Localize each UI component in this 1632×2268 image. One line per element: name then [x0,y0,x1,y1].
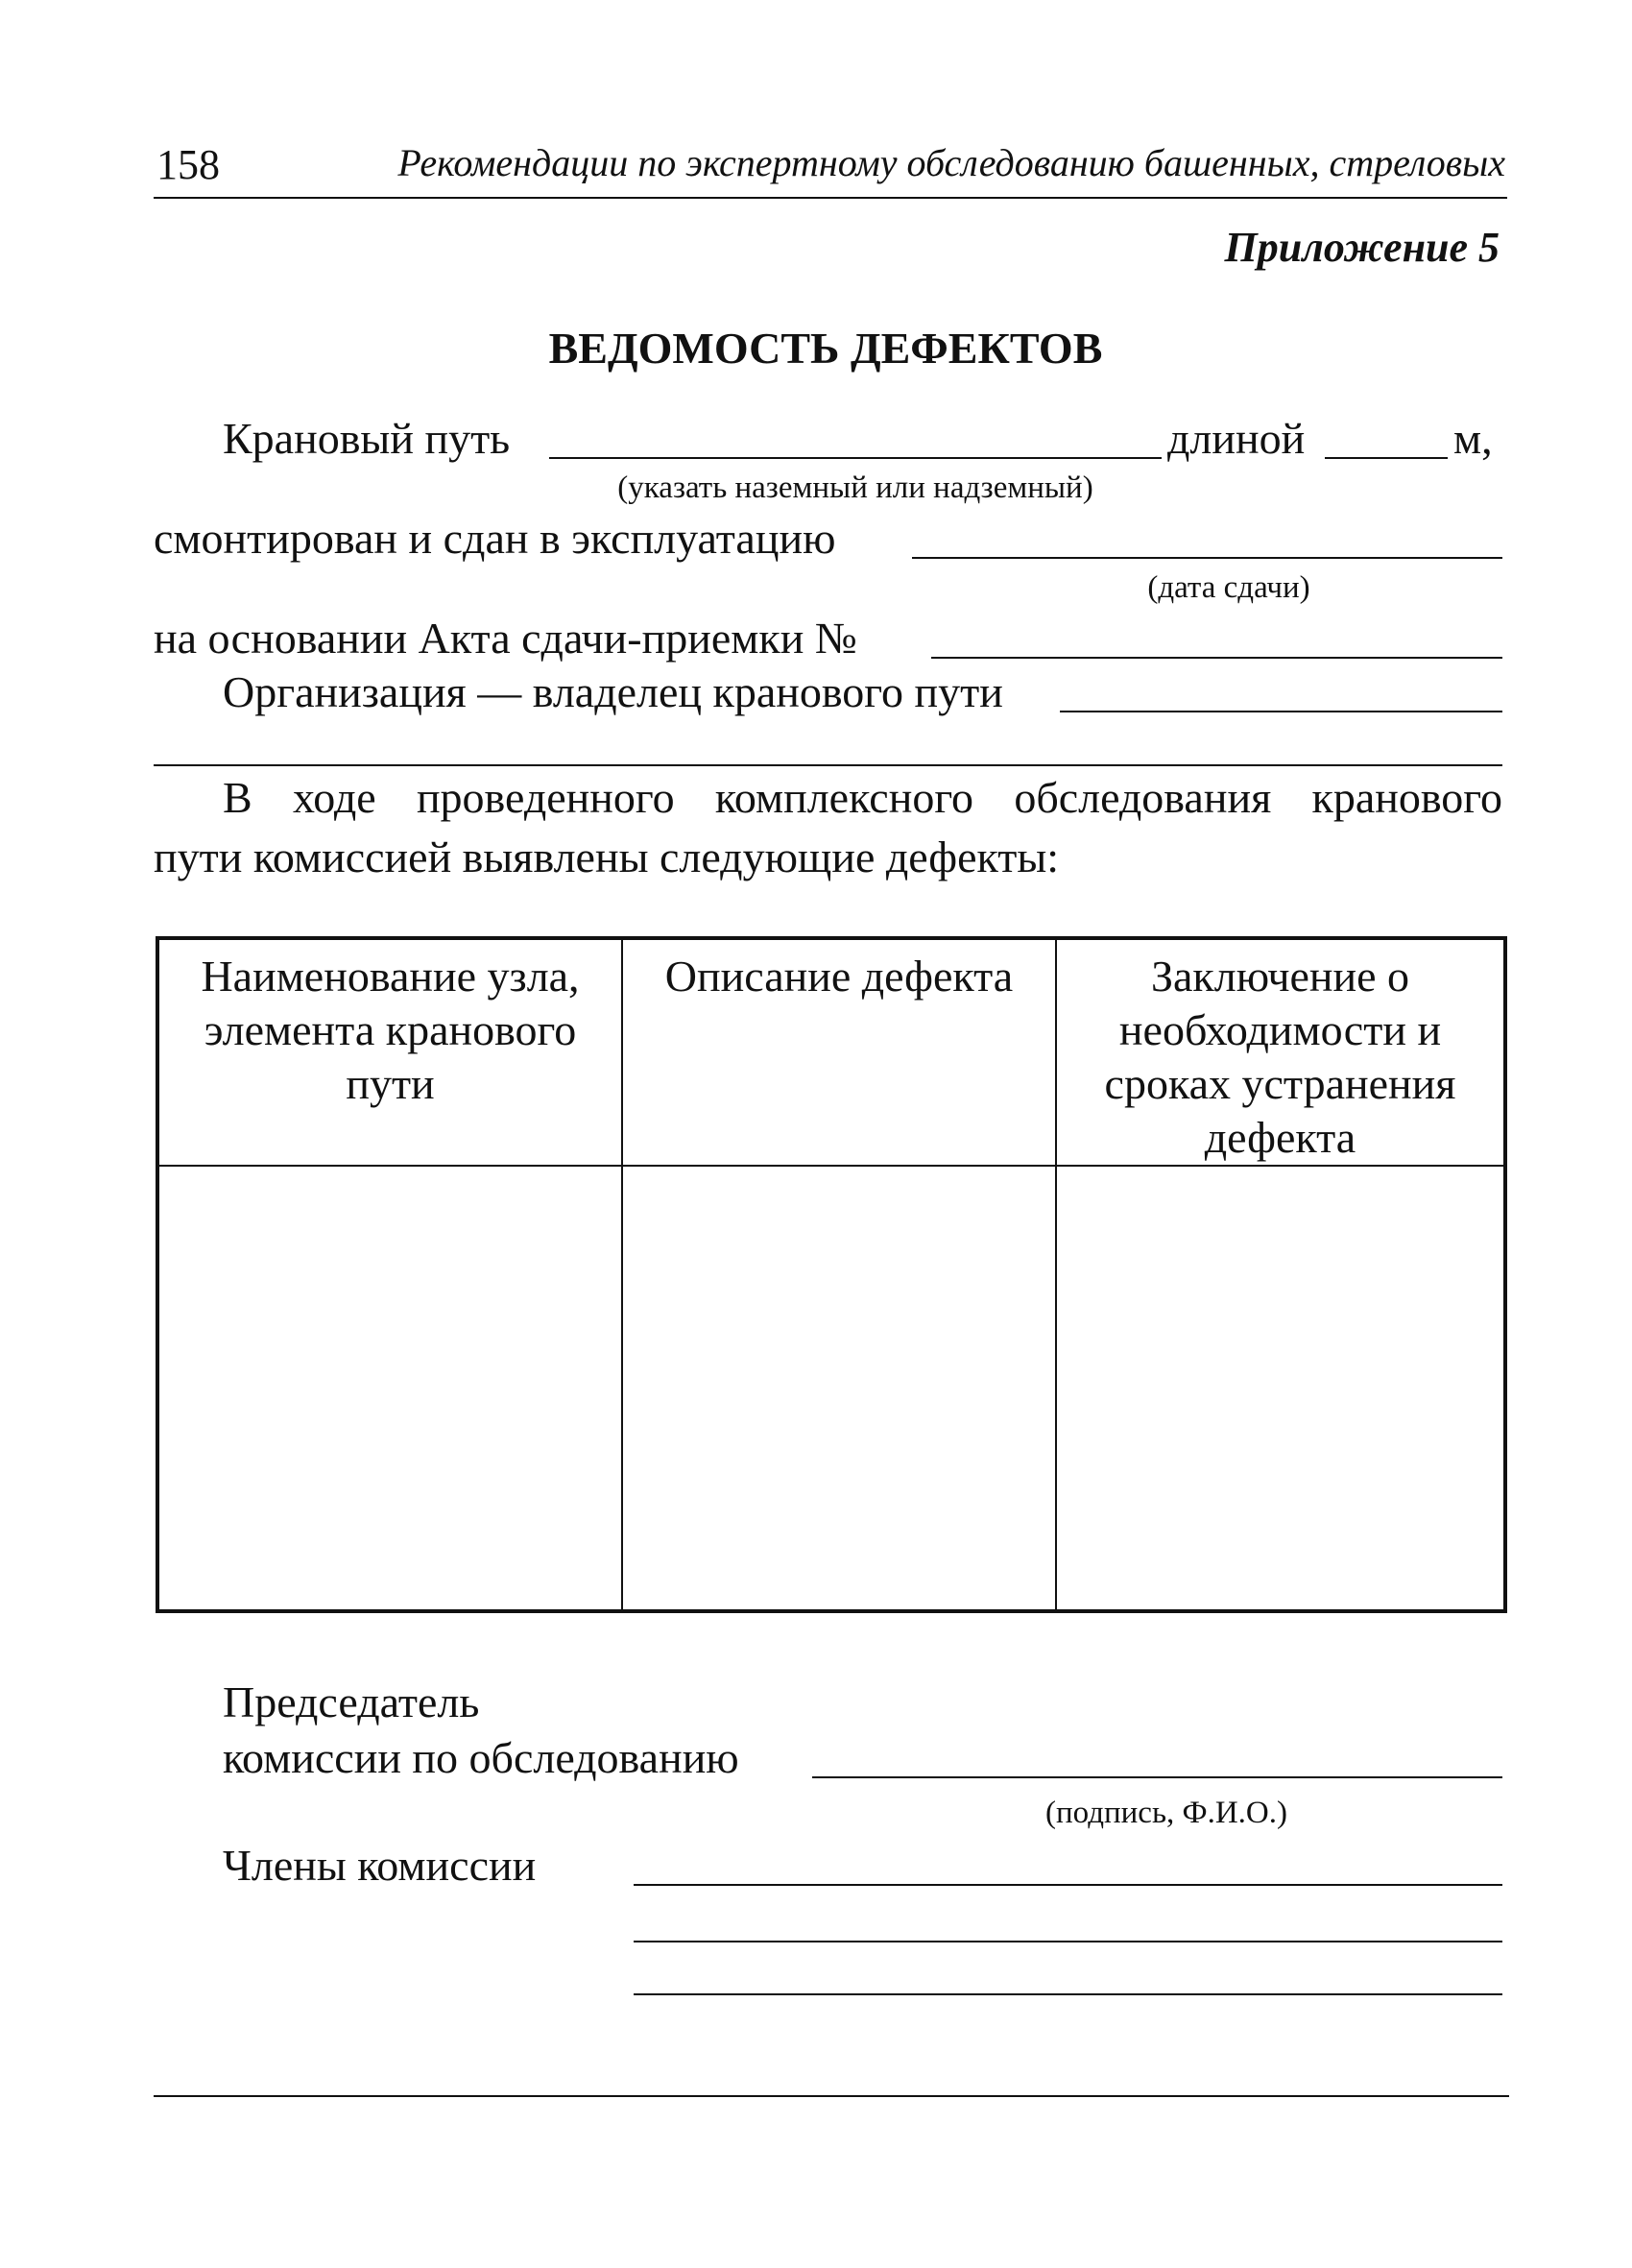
length-label: длиной [1167,414,1306,463]
page-number: 158 [156,141,220,188]
owner-field-continued[interactable] [154,764,1502,766]
header-unit-name: Наименование узла, элемента кранового пути [157,938,622,1166]
crane-track-type-hint: (указать наземный или надземный) [617,470,1093,505]
bottom-rule [154,2095,1509,2097]
chairman-label-line1: Председатель [223,1677,480,1726]
commission-date-hint: (дата сдачи) [1147,570,1310,605]
table-row [157,1166,1505,1611]
chairman-label-line2: комиссии по обследованию [223,1733,739,1782]
commission-date-field[interactable] [912,557,1502,559]
header-defect-description: Описание дефекта [622,938,1056,1166]
table-header-row [157,938,1505,1166]
member-signature-field-3[interactable] [634,1993,1502,1995]
chairman-signature-field[interactable] [812,1776,1502,1778]
length-unit: м, [1453,414,1493,463]
crane-track-label: Крановый путь [223,414,511,463]
member-signature-field-2[interactable] [634,1941,1502,1942]
member-signature-field-1[interactable] [634,1884,1502,1886]
mounted-label: смонтирован и сдан в эксплуатацию [154,514,836,563]
cell-defect-description[interactable] [622,1166,1056,1611]
chairman-signature-hint: (подпись, Ф.И.О.) [1045,1796,1287,1830]
intro-paragraph [154,768,1502,887]
crane-track-type-field[interactable] [549,457,1162,459]
running-title: Рекомендации по экспертному обследованию башенных, стреловых [397,141,1505,184]
act-label: на основании Акта сдачи-приемки № [154,614,857,663]
owner-field[interactable] [1060,711,1502,712]
intro-line-2: пути комиссией выявлены следующие дефекты: [154,832,1060,881]
intro-line-1: В ходе проведенного комплексного обследования кранового [223,773,1502,822]
header-conclusion: Заключение о необходимости и сроках устранения дефекта [1056,938,1505,1166]
members-label: Члены комиссии [223,1841,537,1890]
header-rule [154,197,1507,199]
defects-table [156,936,1507,1613]
length-field[interactable] [1325,457,1448,459]
owner-label: Организация — владелец кранового пути [223,667,1003,716]
document-title: ВЕДОМОСТЬ ДЕФЕКТОВ [548,324,1103,373]
act-number-field[interactable] [931,657,1502,659]
cell-unit-name[interactable] [157,1166,622,1611]
appendix-label: Приложение 5 [1224,224,1500,271]
cell-conclusion[interactable] [1056,1166,1505,1611]
